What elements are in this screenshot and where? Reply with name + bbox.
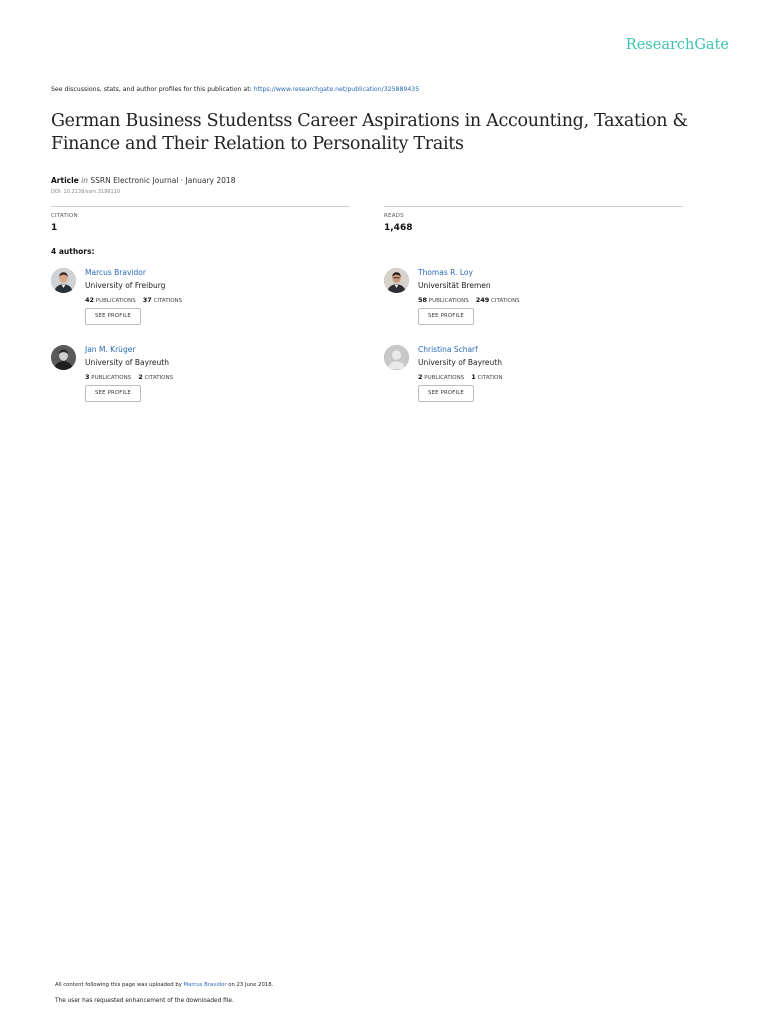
see-profile-button[interactable]: SEE PROFILE: [418, 385, 474, 402]
author-name-link[interactable]: Thomas R. Loy: [418, 268, 473, 277]
author-stats: [85, 373, 173, 381]
publications-label: PUBLICATIONS: [424, 375, 465, 381]
author-name-link[interactable]: Marcus Bravidor: [85, 268, 146, 277]
citations-count: 37: [142, 296, 152, 304]
publications-label: PUBLICATIONS: [428, 298, 469, 304]
discussions-text: See discussions, stats, and author profiles for this publication at:: [51, 86, 254, 93]
citation-label: CITATION: [51, 213, 78, 219]
citations-label: CITATION: [477, 375, 503, 381]
in-label: in: [81, 176, 88, 185]
upload-suffix: on 23 June 2018.: [226, 982, 274, 988]
citations-label: CITATIONS: [491, 298, 520, 304]
author-stats: [85, 296, 182, 304]
author-name-link[interactable]: Christina Scharf: [418, 345, 478, 354]
discussions-line: [51, 86, 731, 93]
see-profile-button[interactable]: SEE PROFILE: [85, 385, 141, 402]
citations-label: CITATIONS: [153, 298, 183, 304]
citations-count: 249: [475, 296, 490, 304]
reads-count: 1,468: [384, 223, 413, 233]
author-card: [384, 345, 684, 415]
citation-count: 1: [51, 223, 58, 233]
author-avatar-placeholder[interactable]: [384, 345, 409, 370]
author-avatar[interactable]: [51, 268, 76, 293]
divider-left: [51, 206, 350, 207]
author-institution: Universität Bremen: [418, 281, 491, 290]
citations-label: CITATIONS: [144, 375, 174, 381]
author-institution: University of Bayreuth: [85, 358, 169, 367]
reads-label: READS: [384, 213, 404, 219]
see-profile-button[interactable]: SEE PROFILE: [418, 308, 474, 325]
author-stats: [418, 296, 520, 304]
authors-heading: 4 authors:: [51, 247, 95, 256]
author-stats: [418, 373, 503, 381]
author-card: [51, 268, 351, 338]
journal-info: SSRN Electronic Journal · January 2018: [90, 176, 236, 185]
publication-link[interactable]: https://www.researchgate.net/publication/325889435: [253, 86, 420, 93]
enhancement-note: The user has requested enhancement of the downloaded file.: [55, 998, 234, 1004]
author-avatar[interactable]: [51, 345, 76, 370]
publications-count: 42: [85, 296, 95, 304]
author-card: [384, 268, 684, 338]
citations-count: 1: [471, 373, 476, 381]
publications-count: 58: [418, 296, 428, 304]
publications-count: 2: [418, 373, 423, 381]
citations-count: 2: [138, 373, 143, 381]
author-avatar[interactable]: [384, 268, 409, 293]
author-card: [51, 345, 351, 415]
publications-label: PUBLICATIONS: [95, 298, 136, 304]
publications-label: PUBLICATIONS: [91, 375, 132, 381]
divider-right: [384, 206, 683, 207]
upload-prefix: All content following this page was uploaded by: [55, 982, 184, 988]
see-profile-button[interactable]: SEE PROFILE: [85, 308, 141, 325]
doi: DOI: 10.2139/ssrn.3196110: [51, 189, 121, 195]
publications-count: 3: [85, 373, 90, 381]
publication-meta: [51, 176, 235, 185]
author-name-link[interactable]: Jan M. Krüger: [85, 345, 136, 354]
author-institution: University of Freiburg: [85, 281, 166, 290]
uploader-link[interactable]: Marcus Bravidor: [183, 982, 227, 988]
publication-title: German Business Studentss Career Aspirations in Accounting, Taxation & Finance and Their Relation to Personality Traits: [51, 111, 688, 154]
article-type: Article: [51, 176, 79, 185]
author-institution: University of Bayreuth: [418, 358, 502, 367]
researchgate-logo[interactable]: ResearchGate: [625, 37, 729, 53]
upload-note: [55, 982, 273, 988]
